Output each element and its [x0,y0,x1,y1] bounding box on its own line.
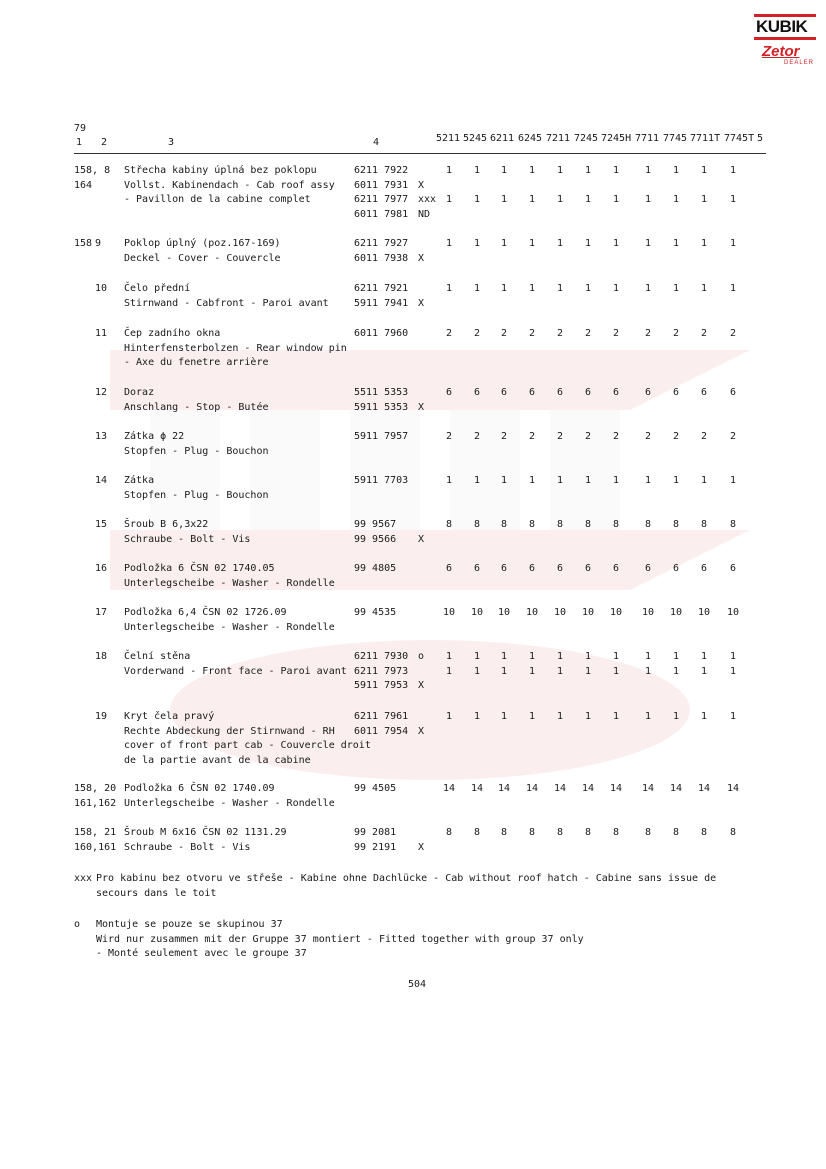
variant-heading: 7245H [601,133,632,144]
part-number: 6211 7921 [354,283,409,294]
quantity-cell: 1 [700,665,708,677]
quantity-cell: 1 [500,665,508,677]
quantity-cell: 1 [584,711,592,722]
quantity-cell: 8 [700,827,708,838]
variant-heading: 7711T [690,133,721,144]
footnote-mark: o [74,919,81,930]
part-number: 5911 7953 [354,680,409,692]
part-description: Podložka 6 ČSN 02 1740.09 [124,783,275,794]
footnote-text: - Monté seulement avec le groupe 37 [96,948,307,960]
part-description: Vorderwand - Front face - Paroi avant [124,665,347,677]
part-description: - Axe du fenetre arrière [124,357,269,369]
quantity-cell: 10 [553,607,567,618]
part-description: Stopfen - Plug - Bouchon [124,489,269,501]
quantity-cell: 1 [644,711,652,722]
quantity-cell: 8 [528,827,536,838]
part-note: xxx [418,194,437,206]
part-number: 6211 7977 [354,194,409,206]
quantity-cell: 14 [497,783,511,794]
quantity-cell: 2 [612,328,620,339]
part-number: 5911 7957 [354,431,409,442]
quantity-cell: 1 [556,165,564,176]
quantity-cell: 1 [445,165,453,176]
quantity-cell: 1 [528,711,536,722]
part-description: Stirnwand - Cabfront - Paroi avant [124,297,329,309]
quantity-cell: 1 [612,238,620,249]
quantity-cell: 1 [729,165,737,176]
quantity-cell: 1 [612,665,620,677]
quantity-cell: 1 [644,475,652,486]
quantity-cell: 14 [697,783,711,794]
quantity-cell: 6 [612,563,620,574]
quantity-cell: 10 [641,607,655,618]
position-number: 11 [95,328,108,339]
part-number: 5511 5353 [354,387,409,398]
header-col-4: 4 [373,137,380,148]
quantity-cell: 14 [581,783,595,794]
quantity-cell: 14 [726,783,740,794]
quantity-cell: 14 [669,783,683,794]
variant-heading: 7745 [663,133,688,144]
quantity-cell: 8 [473,519,481,530]
variant-heading: 5245 [463,133,488,144]
quantity-cell: 6 [473,387,481,398]
part-number: 99 2191 [354,841,397,853]
part-note: X [418,179,425,191]
quantity-cell: 1 [500,711,508,722]
quantity-cell: 1 [700,165,708,176]
quantity-cell: 2 [528,431,536,442]
variant-heading: 7711 [635,133,660,144]
quantity-cell: 1 [644,238,652,249]
kubik-wordmark [754,14,816,40]
part-number: 99 4505 [354,783,397,794]
quantity-cell: 14 [609,783,623,794]
quantity-cell: 6 [556,387,564,398]
quantity-cell: 1 [612,283,620,294]
page-number: 504 [408,979,427,990]
quantity-cell: 1 [528,665,536,677]
part-description: Zátka ϕ 22 [124,431,185,442]
quantity-cell: 1 [584,194,592,206]
quantity-cell: 1 [473,711,481,722]
part-note: ND [418,208,431,220]
header-col-3: 3 [168,137,175,148]
quantity-cell: 2 [700,431,708,442]
part-description: Čelo přední [124,283,191,294]
part-description: Doraz [124,387,155,398]
quantity-cell: 1 [672,651,680,662]
zetor-wordmark: Zetor [762,43,800,60]
header-rule [74,153,766,154]
quantity-cell: 1 [644,665,652,677]
variant-heading: 7245 [574,133,599,144]
quantity-cell: 1 [700,475,708,486]
quantity-cell: 1 [445,475,453,486]
quantity-cell: 1 [672,475,680,486]
quantity-cell: 2 [612,431,620,442]
quantity-cell: 2 [644,431,652,442]
kubik-zetor-logo [754,14,818,70]
quantity-cell: 1 [584,238,592,249]
quantity-cell: 1 [500,238,508,249]
quantity-cell: 1 [473,665,481,677]
part-number: 6011 7960 [354,328,409,339]
part-description: Unterlegscheibe - Washer - Rondelle [124,621,335,633]
figure-ref-2: 160,161 [74,841,117,853]
quantity-cell: 1 [644,194,652,206]
quantity-cell: 1 [584,665,592,677]
quantity-cell: 8 [528,519,536,530]
quantity-cell: 8 [584,827,592,838]
position-number: 9 [95,238,102,249]
part-number: 99 2081 [354,827,397,838]
quantity-cell: 6 [528,563,536,574]
quantity-cell: 10 [697,607,711,618]
quantity-cell: 1 [556,238,564,249]
quantity-cell: 1 [584,651,592,662]
quantity-cell: 1 [612,194,620,206]
quantity-cell: 2 [672,328,680,339]
part-number: 6211 7961 [354,711,409,722]
part-number: 5911 7703 [354,475,409,486]
quantity-cell: 10 [497,607,511,618]
part-number: 99 9567 [354,519,397,530]
part-description: cover of front part cab - Couvercle droit [124,740,371,752]
variant-heading: 6211 [490,133,515,144]
part-description: de la partie avant de la cabine [124,754,311,766]
quantity-cell: 1 [700,651,708,662]
part-note: X [418,401,425,413]
part-description: Unterlegscheibe - Washer - Rondelle [124,797,335,809]
part-number: 6211 7922 [354,165,409,176]
quantity-cell: 8 [644,827,652,838]
quantity-cell: 1 [500,475,508,486]
quantity-cell: 1 [445,238,453,249]
part-number: 99 4805 [354,563,397,574]
part-note: X [418,297,425,309]
part-description: Schraube - Bolt - Vis [124,533,251,545]
quantity-cell: 1 [729,711,737,722]
quantity-cell: 1 [612,651,620,662]
position-number: 19 [95,711,108,722]
quantity-cell: 2 [700,328,708,339]
quantity-cell: 8 [584,519,592,530]
quantity-cell: 1 [445,711,453,722]
quantity-cell: 6 [528,387,536,398]
quantity-cell: 1 [729,665,737,677]
quantity-cell: 1 [528,283,536,294]
section-number: 79 [74,123,87,134]
part-description: Vollst. Kabinendach - Cab roof assy [124,179,335,191]
quantity-cell: 2 [473,431,481,442]
figure-ref: 158 [74,238,93,249]
quantity-cell: 2 [584,431,592,442]
kubik-text: KUBIK [756,17,808,36]
quantity-cell: 6 [612,387,620,398]
quantity-cell: 1 [700,238,708,249]
quantity-cell: 1 [528,165,536,176]
quantity-cell: 8 [473,827,481,838]
quantity-cell: 8 [672,827,680,838]
quantity-cell: 14 [553,783,567,794]
part-number: 6011 7954 [354,725,409,737]
quantity-cell: 8 [612,519,620,530]
part-description: Zátka [124,475,155,486]
part-description: Anschlang - Stop - Butée [124,401,269,413]
quantity-cell: 8 [445,519,453,530]
footnote-text: secours dans le toit [96,887,217,899]
part-description: Hinterfensterbolzen - Rear window pin [124,342,347,354]
quantity-cell: 6 [729,387,737,398]
figure-ref-2: 164 [74,179,93,191]
part-note: X [418,841,425,853]
quantity-cell: 6 [584,563,592,574]
quantity-cell: 1 [500,651,508,662]
quantity-cell: 6 [500,563,508,574]
quantity-cell: 2 [556,431,564,442]
part-description: Podložka 6,4 ČSN 02 1726.09 [124,607,287,618]
variant-heading: 7211 [546,133,571,144]
footnote-text: Montuje se pouze se skupinou 37 [96,919,283,930]
part-description: Čep zadního okna [124,328,221,339]
part-note: X [418,680,425,692]
quantity-cell: 8 [556,827,564,838]
quantity-cell: 8 [556,519,564,530]
part-note: X [418,252,425,264]
quantity-cell: 1 [473,651,481,662]
quantity-cell: 2 [473,328,481,339]
part-description: Šroub B 6,3x22 [124,519,209,530]
quantity-cell: 1 [672,283,680,294]
quantity-cell: 2 [445,431,453,442]
figure-ref: 158, 20 [74,783,117,794]
quantity-cell: 6 [700,387,708,398]
header-col-2: 2 [101,137,108,148]
quantity-cell: 10 [470,607,484,618]
part-number: 6211 7930 [354,651,409,662]
quantity-cell: 1 [729,475,737,486]
quantity-cell: 2 [672,431,680,442]
quantity-cell: 2 [500,328,508,339]
quantity-cell: 1 [612,475,620,486]
quantity-cell: 1 [473,165,481,176]
part-number: 5911 5353 [354,401,409,413]
part-note: X [418,533,425,545]
quantity-cell: 8 [445,827,453,838]
quantity-cell: 10 [581,607,595,618]
position-number: 15 [95,519,108,530]
quantity-cell: 6 [584,387,592,398]
quantity-cell: 1 [556,194,564,206]
quantity-cell: 6 [700,563,708,574]
quantity-cell: 2 [729,431,737,442]
quantity-cell: 1 [584,283,592,294]
quantity-cell: 1 [729,194,737,206]
figure-ref: 158, 21 [74,827,117,838]
quantity-cell: 1 [672,665,680,677]
quantity-cell: 8 [729,519,737,530]
quantity-cell: 1 [644,651,652,662]
quantity-cell: 2 [528,328,536,339]
quantity-cell: 6 [500,387,508,398]
quantity-cell: 2 [445,328,453,339]
quantity-cell: 10 [609,607,623,618]
quantity-cell: 1 [500,165,508,176]
part-description: Unterlegscheibe - Washer - Rondelle [124,577,335,589]
quantity-cell: 10 [442,607,456,618]
quantity-cell: 1 [556,665,564,677]
quantity-cell: 10 [669,607,683,618]
quantity-cell: 1 [729,283,737,294]
figure-ref: 158, 8 [74,165,111,176]
part-description: Stopfen - Plug - Bouchon [124,445,269,457]
quantity-cell: 6 [644,387,652,398]
quantity-cell: 14 [525,783,539,794]
quantity-cell: 1 [672,711,680,722]
quantity-cell: 2 [644,328,652,339]
quantity-cell: 8 [700,519,708,530]
quantity-cell: 1 [473,283,481,294]
quantity-cell: 1 [672,165,680,176]
position-number: 13 [95,431,108,442]
quantity-cell: 1 [700,194,708,206]
part-description: - Pavillon de la cabine complet [124,194,311,206]
part-description: Schraube - Bolt - Vis [124,841,251,853]
quantity-cell: 1 [700,283,708,294]
footnote-text: Pro kabinu bez otvoru ve střeše - Kabine ohne Dachlücke - Cab without roof hatch - Cabine sans issue de [96,873,717,884]
quantity-cell: 1 [644,283,652,294]
part-number: 6011 7938 [354,252,409,264]
quantity-cell: 1 [672,194,680,206]
quantity-cell: 6 [445,563,453,574]
header-col-1: 1 [76,137,83,148]
quantity-cell: 2 [500,431,508,442]
position-number: 12 [95,387,108,398]
quantity-cell: 2 [556,328,564,339]
quantity-cell: 1 [672,238,680,249]
quantity-cell: 8 [672,519,680,530]
footnote-text: Wird nur zusammen mit der Gruppe 37 montiert - Fitted together with group 37 only [96,933,584,945]
part-description: Rechte Abdeckung der Stirnwand - RH [124,725,335,737]
quantity-cell: 1 [445,651,453,662]
variant-heading: 6245 [518,133,543,144]
quantity-cell: 2 [729,328,737,339]
quantity-cell: 6 [445,387,453,398]
quantity-cell: 8 [500,519,508,530]
part-description: Podložka 6 ČSN 02 1740.05 [124,563,275,574]
position-number: 14 [95,475,108,486]
position-number: 10 [95,283,108,294]
quantity-cell: 6 [672,563,680,574]
quantity-cell: 1 [556,711,564,722]
quantity-cell: 1 [473,238,481,249]
quantity-cell: 6 [672,387,680,398]
quantity-cell: 6 [644,563,652,574]
quantity-cell: 2 [584,328,592,339]
quantity-cell: 6 [556,563,564,574]
part-description: Poklop úplný (poz.167-169) [124,238,281,249]
quantity-cell: 1 [556,283,564,294]
quantity-cell: 14 [641,783,655,794]
header-col-5: 5 [757,133,764,144]
part-number: 5911 7941 [354,297,409,309]
quantity-cell: 8 [729,827,737,838]
part-note: o [418,651,425,662]
position-number: 18 [95,651,108,662]
quantity-cell: 1 [445,283,453,294]
quantity-cell: 14 [470,783,484,794]
quantity-cell: 14 [442,783,456,794]
part-description: Kryt čela pravý [124,711,215,722]
figure-ref-2: 161,162 [74,797,117,809]
part-number: 6211 7927 [354,238,409,249]
quantity-cell: 1 [556,475,564,486]
quantity-cell: 1 [644,165,652,176]
position-number: 17 [95,607,108,618]
quantity-cell: 1 [612,711,620,722]
quantity-cell: 8 [500,827,508,838]
quantity-cell: 8 [612,827,620,838]
quantity-cell: 1 [729,651,737,662]
part-number: 6011 7931 [354,179,409,191]
part-number: 6211 7973 [354,665,409,677]
quantity-cell: 10 [726,607,740,618]
part-description: Čelní stěna [124,651,191,662]
variant-heading: 7745T [724,133,755,144]
quantity-cell: 1 [528,194,536,206]
quantity-cell: 1 [729,238,737,249]
quantity-cell: 8 [644,519,652,530]
quantity-cell: 1 [528,238,536,249]
position-number: 16 [95,563,108,574]
quantity-cell: 1 [500,194,508,206]
quantity-cell: 1 [528,651,536,662]
part-description: Střecha kabiny úplná bez poklopu [124,165,317,176]
footnote-mark: xxx [74,873,93,884]
part-description: Deckel - Cover - Couvercle [124,252,281,264]
quantity-cell: 1 [556,651,564,662]
quantity-cell: 1 [445,665,453,677]
quantity-cell: 1 [445,194,453,206]
quantity-cell: 1 [584,165,592,176]
quantity-cell: 1 [612,165,620,176]
quantity-cell: 1 [473,194,481,206]
quantity-cell: 1 [500,283,508,294]
quantity-cell: 1 [528,475,536,486]
dealer-tag: DEALER [784,60,815,66]
quantity-cell: 1 [700,711,708,722]
part-description: Šroub M 6x16 ČSN 02 1131.29 [124,827,287,838]
variant-heading: 5211 [436,133,461,144]
quantity-cell: 10 [525,607,539,618]
quantity-cell: 6 [473,563,481,574]
quantity-cell: 6 [729,563,737,574]
part-note: X [418,725,425,737]
quantity-cell: 1 [584,475,592,486]
quantity-cell: 1 [473,475,481,486]
part-number: 6011 7981 [354,208,409,220]
part-number: 99 9566 [354,533,397,545]
part-number: 99 4535 [354,607,397,618]
